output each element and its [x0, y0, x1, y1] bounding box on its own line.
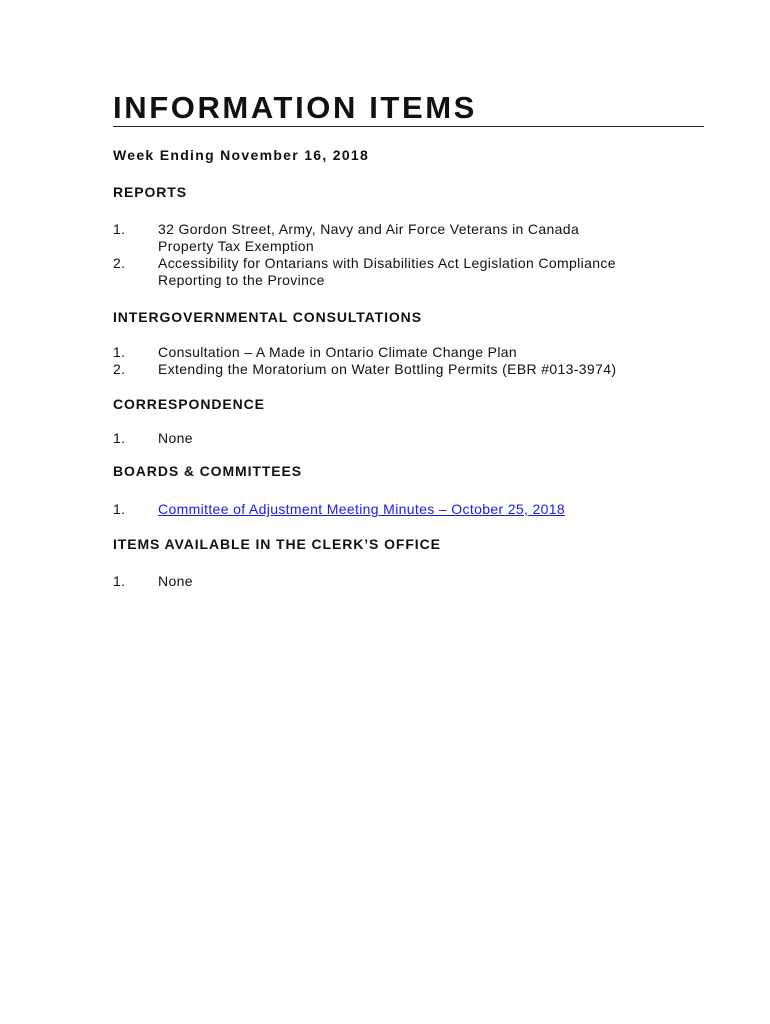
- item-text: Consultation – A Made in Ontario Climate Change Plan: [158, 344, 518, 360]
- week-ending-subtitle: Week Ending November 16, 2018: [113, 147, 370, 163]
- item-number: 2.: [113, 255, 126, 271]
- list-item: [113, 501, 668, 518]
- list-item: [113, 255, 668, 289]
- list-item: [113, 221, 668, 255]
- item-text: None: [158, 573, 193, 589]
- item-text: None: [158, 430, 193, 446]
- section-heading-correspondence: CORRESPONDENCE: [113, 396, 265, 412]
- item-number: 2.: [113, 361, 126, 377]
- list-item: [113, 573, 668, 590]
- correspondence-list: [113, 430, 668, 447]
- item-text-line: Accessibility for Ontarians with Disabilities Act Legislation Compliance: [158, 255, 616, 271]
- item-number: 1.: [113, 573, 126, 589]
- clerks-office-list: [113, 573, 668, 590]
- list-item: [113, 361, 668, 378]
- committee-minutes-link[interactable]: Committee of Adjustment Meeting Minutes – October 25, 2018: [158, 501, 566, 517]
- item-text: Extending the Moratorium on Water Bottling Permits (EBR #013-3974): [158, 361, 617, 377]
- title-underline: [113, 126, 704, 127]
- item-number: 1.: [113, 501, 126, 517]
- item-text-line: Property Tax Exemption: [158, 238, 315, 254]
- intergovernmental-list: [113, 344, 668, 378]
- reports-list: [113, 221, 668, 289]
- boards-list: [113, 501, 668, 518]
- item-number: 1.: [113, 430, 126, 446]
- item-text-wrapper: [158, 501, 668, 518]
- item-number: 1.: [113, 344, 126, 360]
- item-text-line: 32 Gordon Street, Army, Navy and Air Force Veterans in Canada: [158, 221, 580, 237]
- item-number: 1.: [113, 221, 126, 237]
- section-heading-intergovernmental: INTERGOVERNMENTAL CONSULTATIONS: [113, 309, 422, 325]
- section-heading-clerks-office: ITEMS AVAILABLE IN THE CLERK’S OFFICE: [113, 536, 441, 552]
- list-item: [113, 344, 668, 361]
- section-heading-boards: BOARDS & COMMITTEES: [113, 463, 302, 479]
- section-heading-reports: REPORTS: [113, 184, 187, 200]
- page-title: INFORMATION ITEMS: [113, 90, 477, 125]
- list-item: [113, 430, 668, 447]
- item-text-line: Reporting to the Province: [158, 272, 325, 288]
